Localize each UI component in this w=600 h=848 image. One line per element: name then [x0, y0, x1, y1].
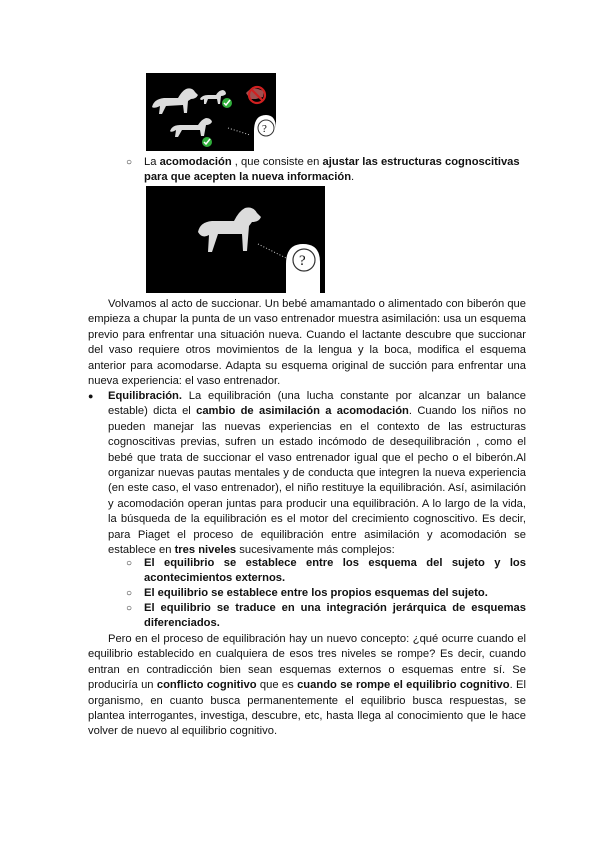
- paragraph-conflicto: Pero en el proceso de equilibración hay un nuevo concepto: ¿qué ocurre cuando el equilibrio establecido en cualquiera de esos tres niveles se rompe? Es decir, cuando entran en contradicción bien sean esquemas externos o esquemas entre sí. Se produciría un conflicto cognitivo que es cuando se rompe el equilibrio cognitivo. El organismo, en cuanto busca permanentemente el equilibrio busca respuestas, se plantea interrogantes, investiga, descubre, etc, hasta llega al conocimiento que le hace volver de nuevo al equilibrio cognitivo.: [88, 633, 526, 738]
- dog-icon: [152, 88, 198, 114]
- crossed-cat-icon: [246, 87, 265, 103]
- dog-icon: [198, 208, 261, 252]
- head-question-icon: [254, 115, 276, 151]
- head-question-icon: [286, 244, 320, 293]
- assimilation-figure: [146, 73, 276, 151]
- dog-walking-icon: [170, 118, 212, 137]
- level-item: ○ El equilibrio se establece entre los propios esquemas del sujeto.: [126, 587, 488, 599]
- acomodacion-item: ○ La acomodación , que consiste en ajustar las estructuras cognoscitivas para que acepten la nueva información.: [126, 156, 520, 184]
- svg-text:?: ?: [299, 253, 306, 269]
- paragraph-succion: Volvamos al acto de succionar. Un bebé amamantado o alimentado con biberón que empieza a chupar la punta de un vaso entrenador muestra asimilación: usa un esquema previo para enfrentar una situación nueva. Cuando el lactante descubre que succionar del vaso requiere otros movimientos de la lengua y la boca, modifica el esquema anterior para acomodarse. Adapta su esquema original de succión para enfrentar una nueva experiencia: el vaso entrenador.: [88, 298, 526, 388]
- level-item: ○ El equilibrio se traduce en una integración jerárquica de esquemas diferenciados.: [126, 602, 526, 630]
- svg-text:?: ?: [262, 123, 267, 135]
- accommodation-figure: [146, 186, 325, 293]
- small-dog-icon: [200, 90, 226, 104]
- equilibracion-item: ● Equilibración. La equilibración (una lucha constante por alcanzar un balance estable) dicta el cambio de asimilación a acomodación. Cuando los niños no pueden manejar las nuevas experiencias en el contexto de las estructuras cognoscitivas previas, sufren un estado incómodo de desequilibración , como el bebé que trata de succionar el vaso entrenador igual que el pecho o el biberón.Al organizar nuevas pautas mentales y de conducta que integren la nueva experiencia (en este caso, el vaso entrenador), el niño restituye la equilibración. Así, asimilación y acomodación operan juntas para producir una equilibración. A lo largo de la vida, la búsqueda de la equilibración es el motor del crecimiento cognoscitivo. Es decir, para Piaget el proceso de equilibración entre asimilación y acomodación se establece en tres niveles sucesivamente más complejos:: [88, 390, 526, 557]
- level-item: ○ El equilibrio se establece entre los esquema del sujeto y los acontecimientos externos.: [126, 557, 526, 585]
